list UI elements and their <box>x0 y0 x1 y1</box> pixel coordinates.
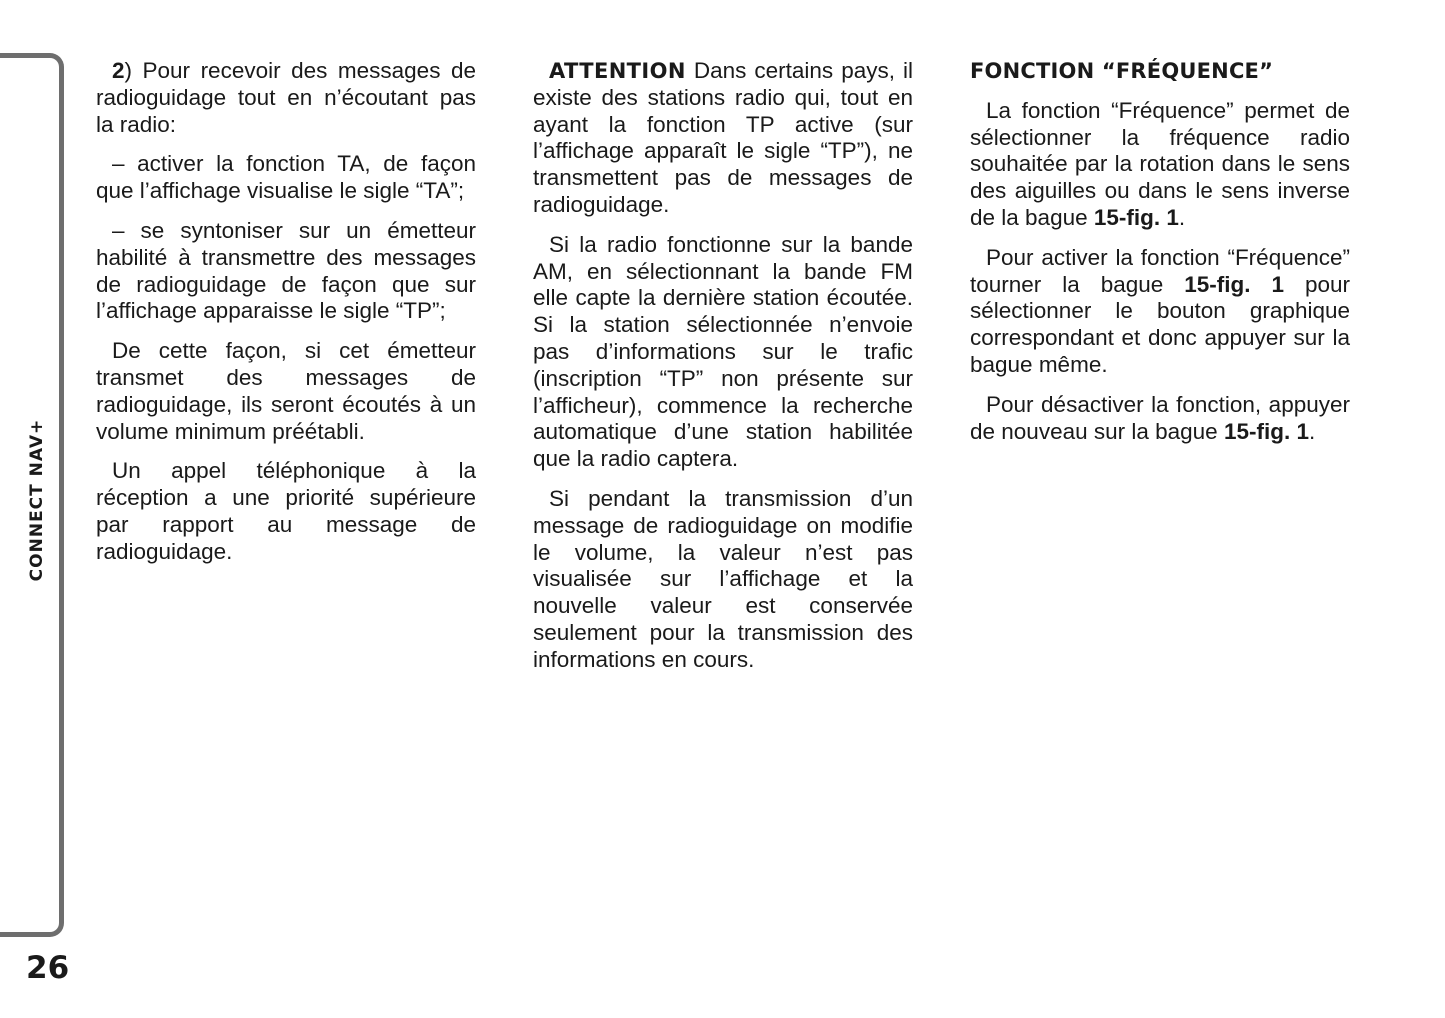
paragraph-text: Pour désactiver la fonction, appuyer de nouveau sur la bague <box>970 391 1350 444</box>
paragraph-receive-messages <box>96 58 476 138</box>
figure-reference: 15-fig. 1 <box>1223 418 1309 444</box>
text-column-3 <box>970 58 1350 458</box>
figure-reference: 15-fig. 1 <box>1093 204 1179 230</box>
paragraph-end: . <box>1178 204 1186 230</box>
paragraph-activate-ta: – activer la fonction TA, de façon que l’affichage visualise le sigle “TA”; <box>96 151 476 204</box>
paragraph-frequency-deactivate <box>970 392 1350 446</box>
paragraph-phone-priority: Un appel téléphonique à la réception a une priorité supérieure par rapport au message de radioguidage. <box>96 458 476 564</box>
page-number: 26 <box>26 950 70 986</box>
paragraph-volume-change: Si pendant la transmission d’un message de radioguidage on modifie le volume, la valeur n’est pas visualisée sur l’affichage et la nouvelle valeur est conservée seulement pour la transmission des informations en cours. <box>533 485 913 672</box>
section-heading: FONCTION “FRÉQUENCE” <box>970 59 1274 83</box>
paragraph-volume-note: De cette façon, si cet émetteur transmet des messages de radioguidage, ils seront écoutés à un volume minimum préétabli. <box>96 338 476 444</box>
section-side-label: CONNECT NAV+ <box>27 418 47 582</box>
paragraph-text: ) Pour recevoir des messages de radioguidage tout en n’écoutant pas la radio: <box>96 58 476 137</box>
figure-reference: 15-fig. 1 <box>1184 271 1284 297</box>
list-number: 2 <box>112 58 125 83</box>
paragraph-end: pour sélectionner le bouton graphique correspondant et donc appuyer sur la bague même. <box>970 271 1350 377</box>
attention-text: Dans certains pays, il existe des stations radio qui, tout en ayant la fonction TP active (sur l’affichage apparaît le sigle “TP”), ne transmettent pas de messages de radioguidage. <box>533 58 913 217</box>
paragraph-attention <box>533 58 913 219</box>
paragraph-am-band: Si la radio fonctionne sur la bande AM, en sélectionnant la bande FM elle capte la dernière station écoutée. Si la station sélectionnée n’envoie pas d’informations sur le trafic (inscription “TP” non présente sur l’afficheur), commence la recherche automatique d’une station habilitée que la radio captera. <box>533 231 913 472</box>
text-column-2 <box>533 58 913 687</box>
paragraph-tune-station: – se syntoniser sur un émetteur habilité à transmettre des messages de radioguidage de façon que sur l’affichage apparaisse le sigle “TP”; <box>96 217 476 324</box>
paragraph-end: . <box>1308 418 1316 444</box>
paragraph-frequency-activate <box>970 245 1350 379</box>
paragraph-text: Pour activer la fonction “Fréquence” tourner la bague <box>970 244 1350 297</box>
text-column-1 <box>96 58 476 579</box>
paragraph-text: La fonction “Fréquence” permet de sélectionner la fréquence radio souhaitée par la rotation dans le sens des aiguilles ou dans le sens inverse de la bague <box>970 97 1350 230</box>
paragraph-frequency-intro <box>970 98 1350 232</box>
attention-label: ATTENTION <box>549 59 686 83</box>
